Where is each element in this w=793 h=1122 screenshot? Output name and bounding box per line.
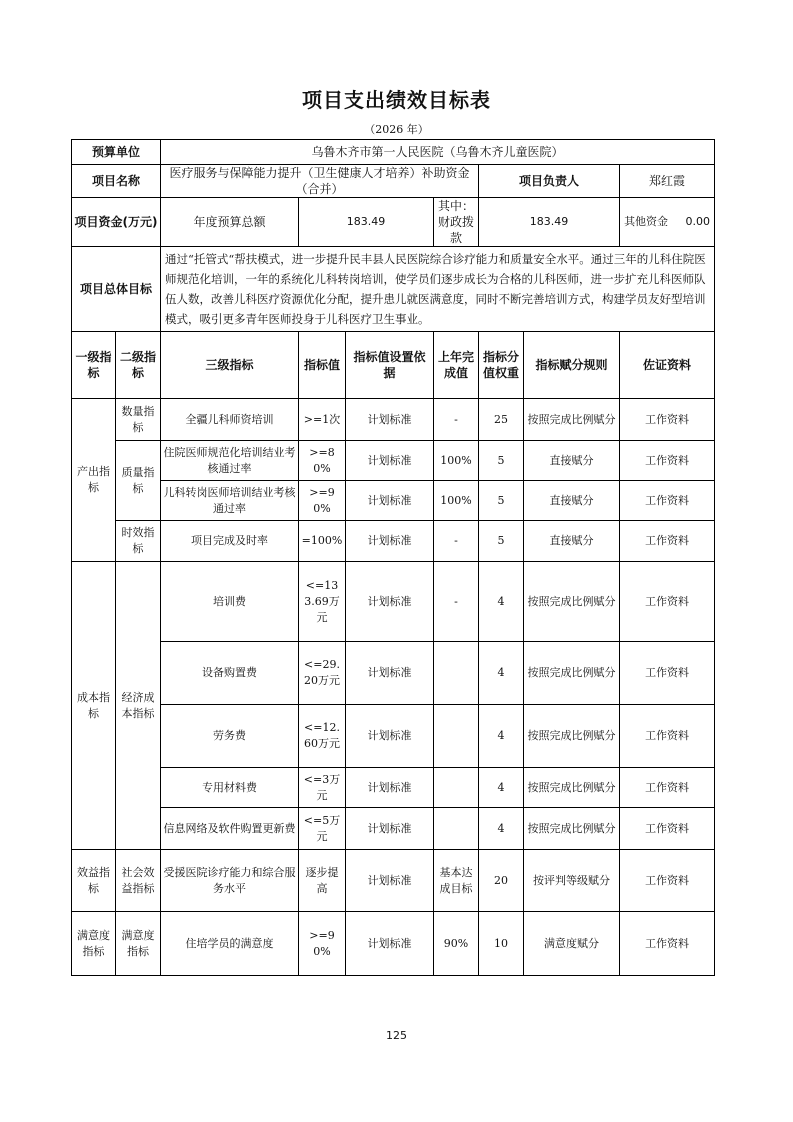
basis-cell: 计划标准: [346, 642, 434, 705]
table-row: [72, 808, 715, 850]
evidence-cell: 工作资料: [620, 481, 715, 521]
col-level1: 一级指标: [72, 332, 116, 399]
evidence-cell: 工作资料: [620, 441, 715, 481]
table-row: [72, 399, 715, 441]
sub-quantity: 数量指标: [116, 399, 161, 441]
value-cell: 逐步提高: [299, 850, 346, 912]
value-cell: <=12.60万元: [299, 705, 346, 768]
table-row: [72, 521, 715, 562]
weight-cell: 10: [479, 912, 524, 976]
project-name-label: 项目名称: [72, 165, 161, 198]
col-level2: 二级指标: [116, 332, 161, 399]
value-cell: =100%: [299, 521, 346, 562]
l3-cell: 培训费: [161, 562, 299, 642]
weight-cell: 4: [479, 705, 524, 768]
evidence-cell: 工作资料: [620, 399, 715, 441]
project-name-value: 医疗服务与保障能力提升（卫生健康人才培养）补助资金（合并）: [161, 165, 479, 198]
evidence-cell: 工作资料: [620, 768, 715, 808]
l3-cell: 专用材料费: [161, 768, 299, 808]
weight-cell: 5: [479, 521, 524, 562]
table-row: [72, 642, 715, 705]
basis-cell: 计划标准: [346, 399, 434, 441]
rule-cell: 直接赋分: [524, 521, 620, 562]
sub-economic-cost: 经济成本指标: [116, 562, 161, 850]
l3-cell: 住院医师规范化培训结业考核通过率: [161, 441, 299, 481]
weight-cell: 25: [479, 399, 524, 441]
evidence-cell: 工作资料: [620, 850, 715, 912]
last-year-cell: [434, 642, 479, 705]
group-satisfaction: 满意度指标: [72, 912, 116, 976]
rule-cell: 按照完成比例赋分: [524, 768, 620, 808]
basis-cell: 计划标准: [346, 808, 434, 850]
year-label: （2026 年）: [364, 123, 429, 136]
last-year-cell: 90%: [434, 912, 479, 976]
budget-unit-value: 乌鲁木齐市第一人民医院（乌鲁木齐儿童医院）: [161, 140, 715, 165]
sub-quality: 质量指标: [116, 441, 161, 521]
rule-cell: 按照完成比例赋分: [524, 642, 620, 705]
sub-satisfaction: 满意度指标: [116, 912, 161, 976]
page-title: 项目支出绩效目标表: [302, 88, 491, 112]
basis-cell: 计划标准: [346, 441, 434, 481]
annual-budget-value: 183.49: [299, 198, 434, 247]
other-funds-value: 0.00: [685, 215, 711, 228]
l3-cell: 劳务费: [161, 705, 299, 768]
project-leader-label: 项目负责人: [479, 165, 620, 198]
evidence-cell: 工作资料: [620, 562, 715, 642]
last-year-cell: 100%: [434, 481, 479, 521]
project-funds-label: 项目资金(万元): [72, 198, 161, 247]
value-cell: >=90%: [299, 912, 346, 976]
value-cell: >=1次: [299, 399, 346, 441]
evidence-cell: 工作资料: [620, 912, 715, 976]
l3-cell: 项目完成及时率: [161, 521, 299, 562]
l3-cell: 儿科转岗医师培训结业考核通过率: [161, 481, 299, 521]
rule-cell: 按照完成比例赋分: [524, 705, 620, 768]
col-rule: 指标赋分规则: [524, 332, 620, 399]
basis-cell: 计划标准: [346, 912, 434, 976]
sub-social-benefit: 社会效益指标: [116, 850, 161, 912]
l3-cell: 住培学员的满意度: [161, 912, 299, 976]
value-cell: <=3万元: [299, 768, 346, 808]
group-cost: 成本指标: [72, 562, 116, 850]
col-evidence: 佐证资料: [620, 332, 715, 399]
evidence-cell: 工作资料: [620, 705, 715, 768]
performance-table: [71, 139, 715, 976]
col-basis: 指标值设置依据: [346, 332, 434, 399]
other-funds-cell: [620, 198, 715, 247]
last-year-cell: [434, 705, 479, 768]
col-level3: 三级指标: [161, 332, 299, 399]
overall-goal-label: 项目总体目标: [72, 247, 161, 332]
value-cell: >=90%: [299, 481, 346, 521]
overall-goal-text: 通过“托管式“帮扶模式，进一步提升民丰县人民医院综合诊疗能力和质量安全水平。通过三年的儿科住院医师规范化培训，一年的系统化儿科转岗培训，使学员们逐步成长为合格的儿科医师，进一步扩充儿科医师队伍人数，改善儿科医疗资源优化分配，提升患儿就医满意度，同时不断完善培训方式，构建学员友好型培训模式，吸引更多青年医师投身于儿科医疗卫生事业。: [161, 247, 715, 332]
project-leader-value: 郑红霞: [620, 165, 715, 198]
l3-cell: 信息网络及软件购置更新费: [161, 808, 299, 850]
group-output: 产出指标: [72, 399, 116, 562]
group-benefit: 效益指标: [72, 850, 116, 912]
basis-cell: 计划标准: [346, 768, 434, 808]
evidence-cell: 工作资料: [620, 642, 715, 705]
table-row: [72, 441, 715, 481]
weight-cell: 20: [479, 850, 524, 912]
value-cell: <=133.69万元: [299, 562, 346, 642]
weight-cell: 4: [479, 808, 524, 850]
weight-cell: 4: [479, 642, 524, 705]
col-weight: 指标分值权重: [479, 332, 524, 399]
l3-cell: 受援医院诊疗能力和综合服务水平: [161, 850, 299, 912]
rule-cell: 直接赋分: [524, 481, 620, 521]
l3-cell: 全疆儿科师资培训: [161, 399, 299, 441]
table-row: [72, 481, 715, 521]
last-year-cell: -: [434, 399, 479, 441]
last-year-cell: -: [434, 521, 479, 562]
basis-cell: 计划标准: [346, 481, 434, 521]
last-year-cell: 100%: [434, 441, 479, 481]
fiscal-funds-label: 其中：财政拨款: [434, 198, 479, 247]
value-cell: <=5万元: [299, 808, 346, 850]
table-row: [72, 850, 715, 912]
table-row: [72, 562, 715, 642]
rule-cell: 按照完成比例赋分: [524, 399, 620, 441]
fiscal-funds-value: 183.49: [479, 198, 620, 247]
rule-cell: 直接赋分: [524, 441, 620, 481]
rule-cell: 满意度赋分: [524, 912, 620, 976]
rule-cell: 按评判等级赋分: [524, 850, 620, 912]
sub-timeliness: 时效指标: [116, 521, 161, 562]
col-last-year: 上年完成值: [434, 332, 479, 399]
rule-cell: 按照完成比例赋分: [524, 808, 620, 850]
last-year-cell: [434, 808, 479, 850]
weight-cell: 5: [479, 481, 524, 521]
l3-cell: 设备购置费: [161, 642, 299, 705]
last-year-cell: -: [434, 562, 479, 642]
basis-cell: 计划标准: [346, 850, 434, 912]
table-row: [72, 912, 715, 976]
value-cell: >=80%: [299, 441, 346, 481]
last-year-cell: 基本达成目标: [434, 850, 479, 912]
last-year-cell: [434, 768, 479, 808]
table-row: [72, 768, 715, 808]
other-funds-label: 其他资金: [624, 215, 669, 228]
evidence-cell: 工作资料: [620, 521, 715, 562]
weight-cell: 4: [479, 562, 524, 642]
budget-unit-label: 预算单位: [72, 140, 161, 165]
evidence-cell: 工作资料: [620, 808, 715, 850]
page-number: 125: [386, 1029, 407, 1042]
basis-cell: 计划标准: [346, 705, 434, 768]
basis-cell: 计划标准: [346, 562, 434, 642]
basis-cell: 计划标准: [346, 521, 434, 562]
weight-cell: 5: [479, 441, 524, 481]
rule-cell: 按照完成比例赋分: [524, 562, 620, 642]
value-cell: <=29.20万元: [299, 642, 346, 705]
weight-cell: 4: [479, 768, 524, 808]
annual-budget-label: 年度预算总额: [161, 198, 299, 247]
table-row: [72, 705, 715, 768]
col-value: 指标值: [299, 332, 346, 399]
